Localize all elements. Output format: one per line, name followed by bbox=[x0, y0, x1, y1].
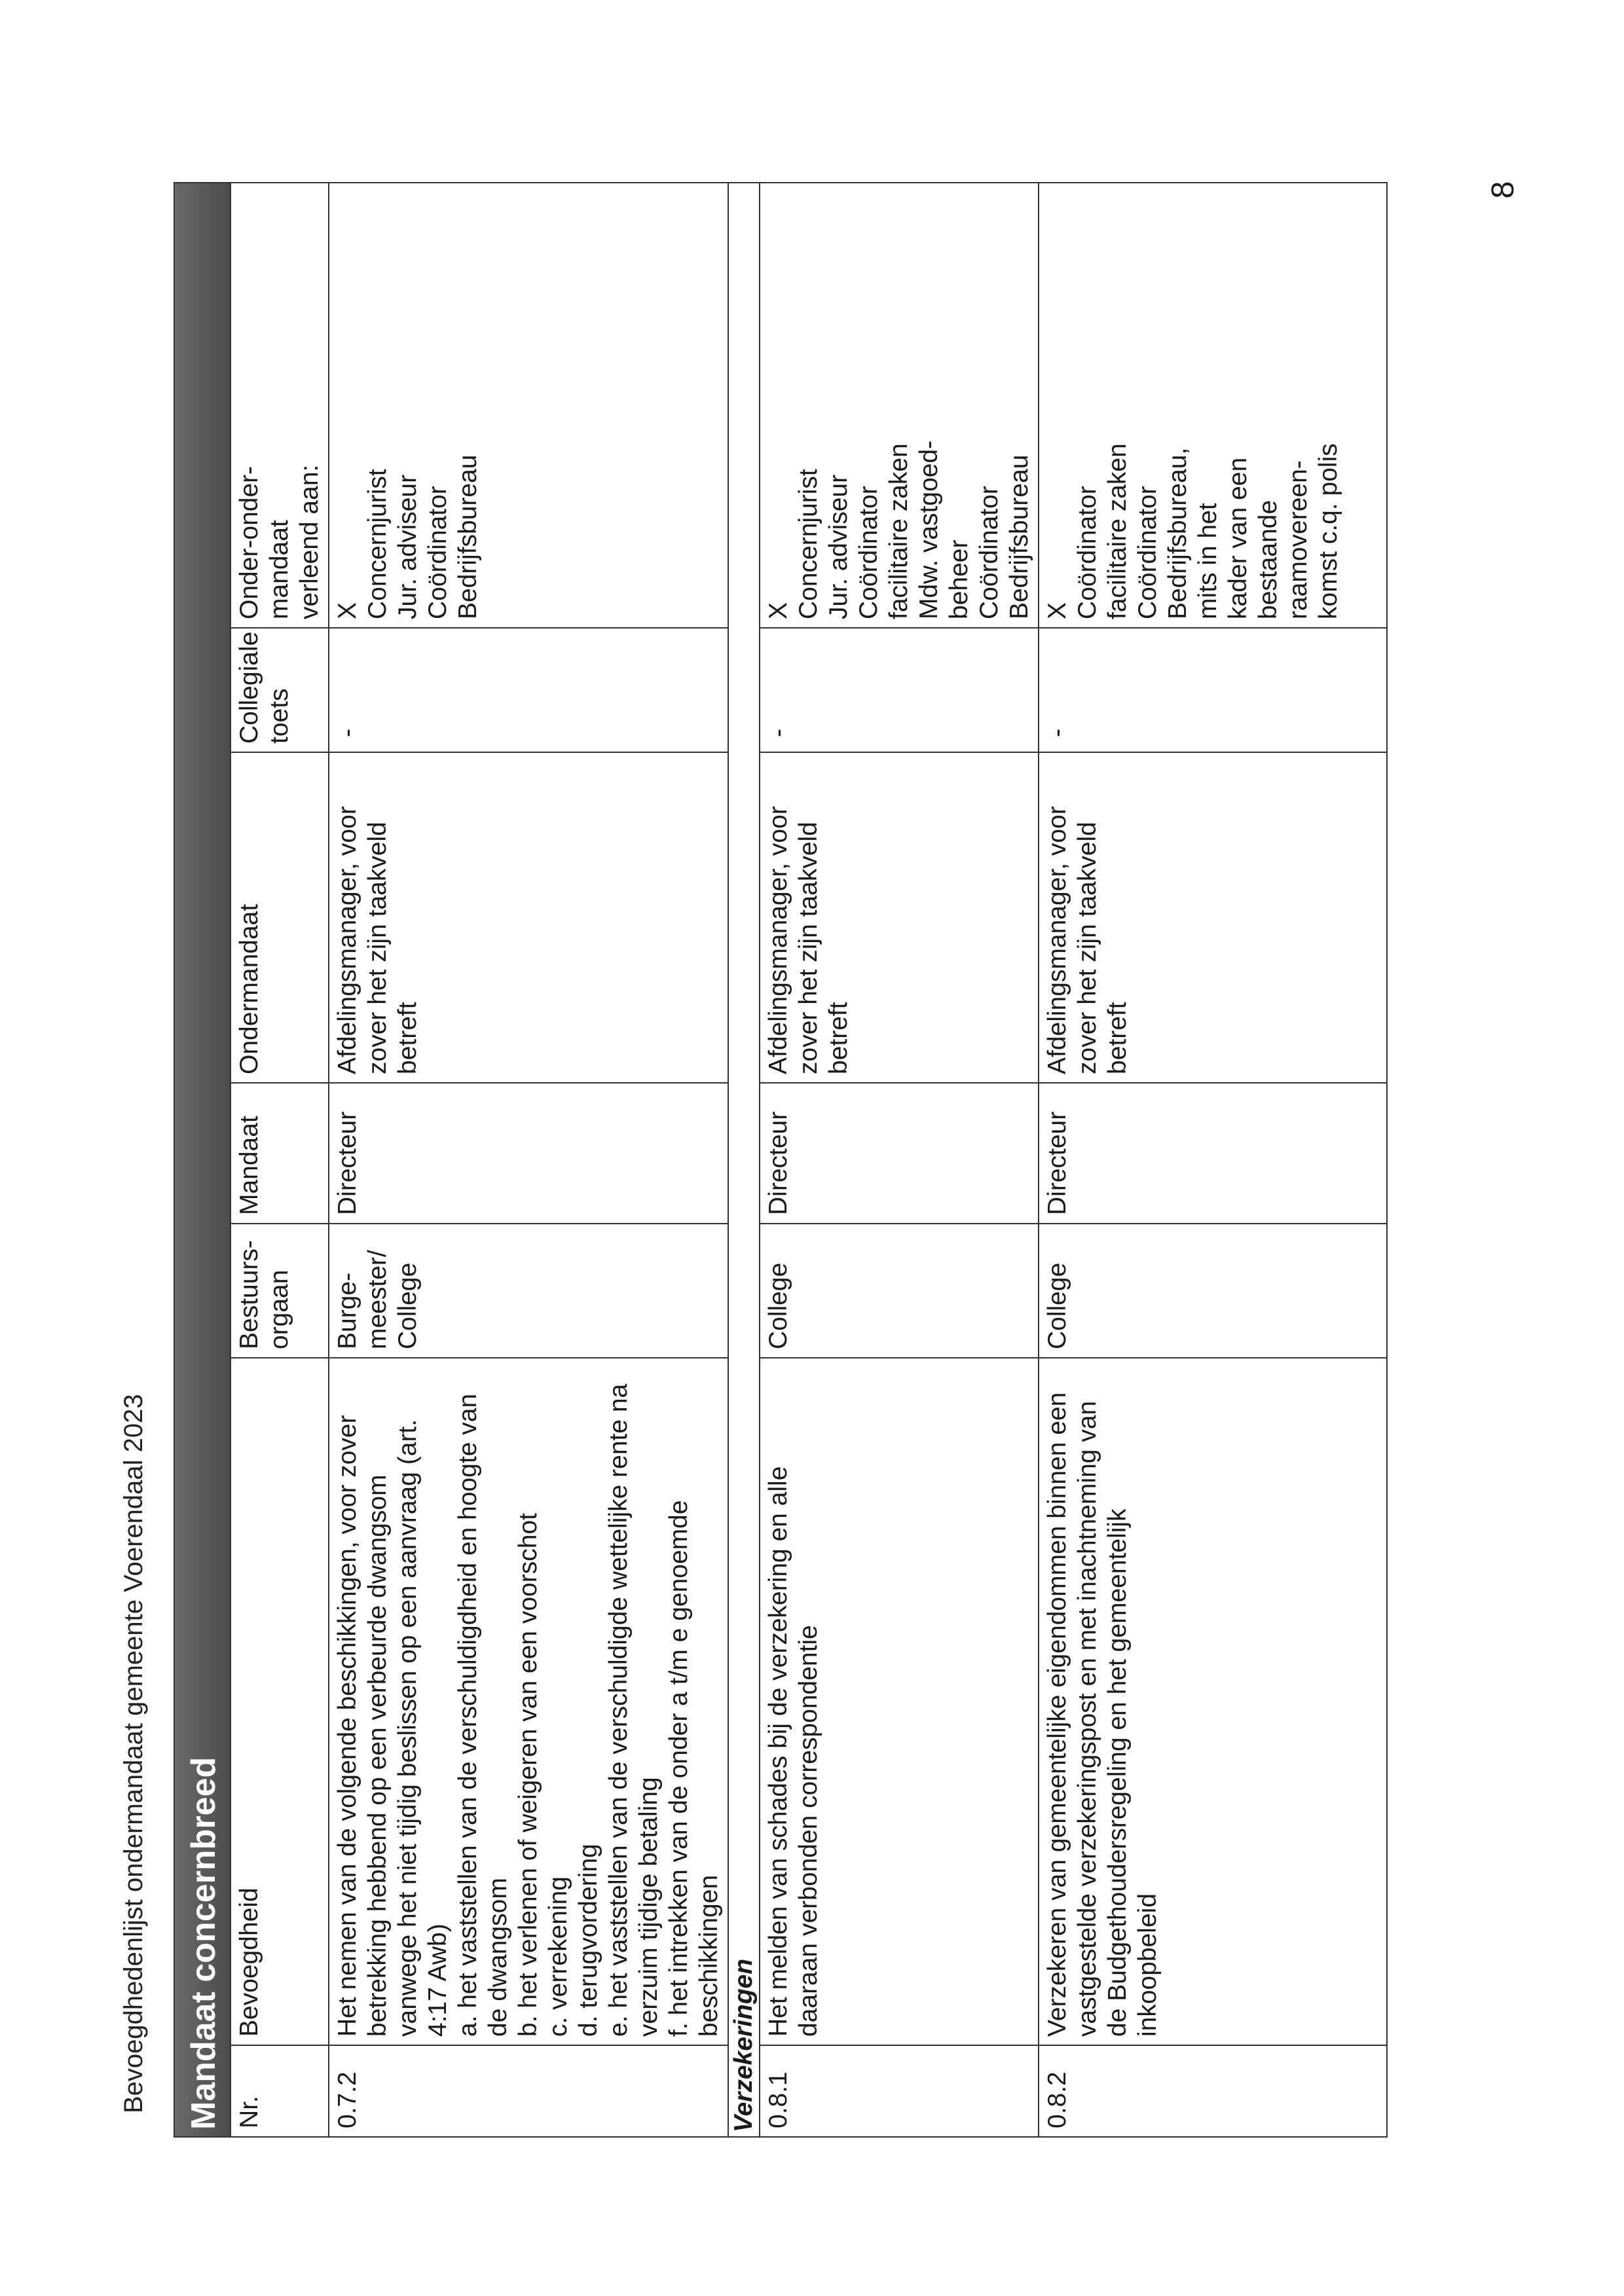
list-item: d. terugvordering bbox=[574, 1844, 602, 2037]
row-nr: 0.7.2 bbox=[329, 2045, 728, 2137]
table-title-row bbox=[174, 183, 231, 2137]
row-onder-ondermandaat: X Concernjurist Jur. adviseur Coördinator facilitaire zaken Mdw. vastgoed- beheer Coördinator Bedrijfsbureau bbox=[760, 183, 1039, 628]
column-header-ondermandaat: Ondermandaat bbox=[231, 752, 329, 1083]
row-collegiale-toets: - bbox=[1039, 628, 1387, 752]
row-bevoegdheid: Verzekeren van gemeentelijke eigendommen binnen een vastgestelde verzekeringspost en met inachtneming van de Budgethoudersregeling en het gemeentelijk inkoopbeleid bbox=[1039, 1358, 1387, 2045]
row-nr: 0.8.2 bbox=[1039, 2045, 1387, 2137]
column-header-collegiale-toets: Collegiale toets bbox=[231, 628, 329, 752]
list-item: a. het vaststellen van de verschuldigdheid en hoogte van de dwangsom bbox=[454, 1393, 512, 2037]
table-header-row bbox=[231, 183, 329, 2137]
document-header: Bevoegdhedenlijst ondermandaat gemeente Voerendaal 2023 bbox=[119, 1394, 148, 2113]
list-item: f. het intrekken van de onder a t/m e genoemde beschikkingen bbox=[665, 1500, 723, 2037]
table-title: Mandaat concernbreed bbox=[174, 183, 231, 2137]
row-ondermandaat: Afdelingsmanager, voor zover het zijn taakveld betreft bbox=[1039, 752, 1387, 1083]
row-bevoegdheid: Het melden van schades bij de verzekering en alle daaraan verbonden correspondentie bbox=[760, 1358, 1039, 2045]
row-onder-ondermandaat: X Coördinator facilitaire zaken Coördinator Bedrijfsbureau, mits in het kader van een bestaande raamovereen- komst c.q. polis bbox=[1039, 183, 1387, 628]
row-nr: 0.8.1 bbox=[760, 2045, 1039, 2137]
column-header-onder-ondermandaat: Onder-onder- mandaat verleend aan: bbox=[231, 183, 329, 628]
row-onder-ondermandaat: X Concernjurist Jur. adviseur Coördinator Bedrijfsbureau bbox=[329, 183, 728, 628]
row-mandaat: Directeur bbox=[329, 1083, 728, 1224]
row-collegiale-toets: - bbox=[760, 628, 1039, 752]
column-header-bevoegdheid: Bevoegdheid bbox=[231, 1358, 329, 2045]
page-number: 8 bbox=[1486, 181, 1521, 199]
section-title-verzekeringen: Verzekeringen bbox=[728, 183, 760, 2137]
row-bestuursorgaan: College bbox=[760, 1224, 1039, 1358]
mandate-table bbox=[174, 182, 1388, 2138]
row-bestuursorgaan: Burge- meester/ College bbox=[329, 1224, 728, 1358]
section-row bbox=[728, 183, 760, 2137]
table-row bbox=[329, 183, 728, 2137]
column-header-mandaat: Mandaat bbox=[231, 1083, 329, 1224]
row-mandaat: Directeur bbox=[1039, 1083, 1387, 1224]
row-bestuursorgaan: College bbox=[1039, 1224, 1387, 1358]
row-ondermandaat: Afdelingsmanager, voor zover het zijn taakveld betreft bbox=[760, 752, 1039, 1083]
table-row bbox=[760, 183, 1039, 2137]
column-header-nr: Nr. bbox=[231, 2045, 329, 2137]
list-item: b. het verlenen of weigeren van een voorschot bbox=[514, 1512, 542, 2037]
bevoegdheid-intro: Het nemen van de volgende beschikkingen, voor zover betrekking hebbend op een verbeurde dwangsom vanwege het niet tijdig beslissen op een aanvraag (art. 4:17 Awb) bbox=[333, 1415, 452, 2037]
row-bevoegdheid bbox=[329, 1358, 728, 2045]
table-row bbox=[1039, 183, 1387, 2137]
row-mandaat: Directeur bbox=[760, 1083, 1039, 1224]
list-item: e. het vaststellen van de verschuldigde wettelijke rente na verzuim tijdige betaling bbox=[604, 1383, 663, 2037]
list-item: c. verrekening bbox=[544, 1876, 572, 2037]
mandate-table-container bbox=[174, 183, 1388, 2138]
column-header-bestuursorgaan: Bestuurs- orgaan bbox=[231, 1224, 329, 1358]
row-collegiale-toets: - bbox=[329, 628, 728, 752]
row-ondermandaat: Afdelingsmanager, voor zover het zijn taakveld betreft bbox=[329, 752, 728, 1083]
